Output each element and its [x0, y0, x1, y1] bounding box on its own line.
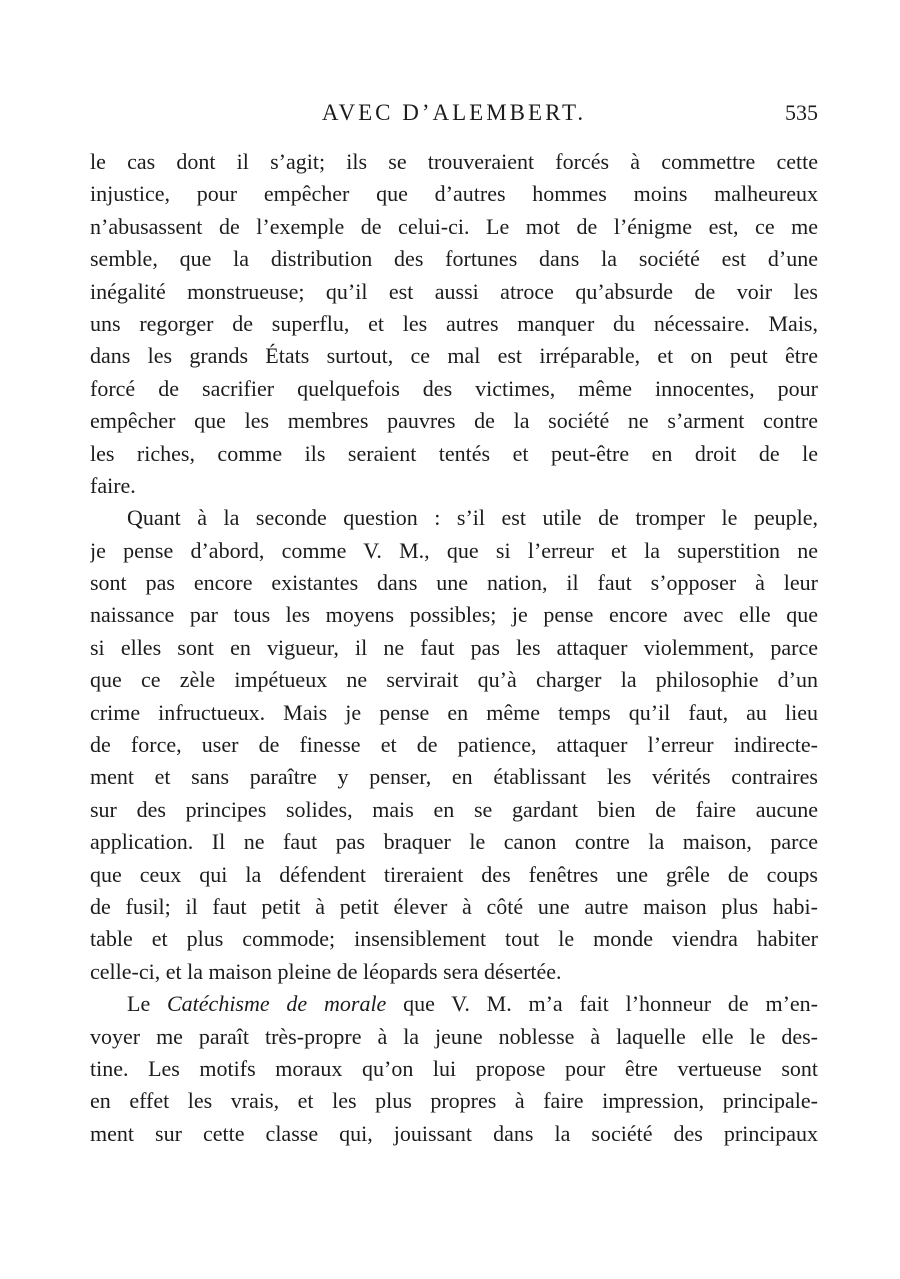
text-line: empêcher que les membres pauvres de la société ne s’arment contre — [90, 408, 818, 434]
running-title: AVEC D’ALEMBERT. — [321, 100, 587, 125]
text-run: que V. M. m’a fait l’honneur de m’en- — [386, 991, 818, 1017]
text-line: table et plus commode; insensiblement tout le monde viendra habiter — [90, 926, 818, 952]
text-line: le cas dont il s’agit; ils se trouveraient forcés à commettre cette — [90, 149, 818, 174]
paragraph-1 — [90, 146, 818, 502]
text-line: je pense d’abord, comme V. M., que si l’erreur et la superstition ne — [90, 537, 818, 563]
text-line: crime infructueux. Mais je pense en même temps qu’il faut, au lieu — [90, 699, 818, 725]
page-header — [90, 100, 818, 132]
text-line: injustice, pour empêcher que d’autres hommes moins malheureux — [90, 181, 818, 207]
text-line: dans les grands États surtout, ce mal est irréparable, et on peut être — [90, 343, 818, 369]
text-line: application. Il ne faut pas braquer le canon contre la maison, parce — [90, 829, 818, 855]
text-line: forcé de sacrifier quelquefois des victimes, même innocentes, pour — [90, 375, 818, 401]
text-line: celle-ci, et la maison pleine de léopards sera désertée. — [90, 958, 562, 984]
text-line: faire. — [90, 472, 136, 498]
text-line: uns regorger de superflu, et les autres manquer du nécessaire. Mais, — [90, 310, 818, 336]
text-line: inégalité monstrueuse; qu’il est aussi atroce qu’absurde de voir les — [90, 278, 818, 304]
text-line: semble, que la distribution des fortunes dans la société est d’une — [90, 246, 818, 272]
text-line: de fusil; il faut petit à petit élever à côté une autre maison plus habi- — [90, 893, 818, 919]
text-line: que ceux qui la défendent tireraient des fenêtres une grêle de coups — [90, 861, 818, 887]
text-line: si elles sont en vigueur, il ne faut pas les attaquer violemment, parce — [90, 634, 818, 660]
text-line: naissance par tous les moyens possibles; je pense encore avec elle que — [90, 602, 818, 628]
text-line: sont pas encore existantes dans une nation, il faut s’opposer à leur — [90, 570, 818, 596]
text-line: que ce zèle impétueux ne servirait qu’à charger la philosophie d’un — [90, 667, 818, 693]
text-line: en effet les vrais, et les plus propres à faire impression, principale- — [90, 1088, 818, 1114]
text-line — [90, 988, 818, 1020]
text-line: Quant à la seconde question : s’il est utile de tromper le peuple, — [127, 505, 818, 531]
text-line: ment sur cette classe qui, jouissant dans la société des principaux — [90, 1120, 818, 1146]
page-number: 535 — [785, 100, 818, 125]
text-line: tine. Les motifs moraux qu’on lui propose pour être vertueuse sont — [90, 1055, 818, 1081]
paragraph-3 — [90, 988, 818, 1150]
page-body — [90, 146, 818, 1150]
book-title: Catéchisme de morale — [167, 991, 387, 1017]
text-run: Le — [127, 991, 167, 1017]
paragraph-2 — [90, 502, 818, 988]
text-line: ment et sans paraître y penser, en établissant les vérités contraires — [90, 764, 818, 790]
text-line: de force, user de finesse et de patience, attaquer l’erreur indirecte- — [90, 732, 818, 758]
text-line: n’abusassent de l’exemple de celui-ci. Le mot de l’énigme est, ce me — [90, 213, 818, 239]
text-line: sur des principes solides, mais en se gardant bien de faire aucune — [90, 796, 818, 822]
text-line: voyer me paraît très-propre à la jeune noblesse à laquelle elle le des- — [90, 1023, 818, 1049]
text-line: les riches, comme ils seraient tentés et peut-être en droit de le — [90, 440, 818, 466]
